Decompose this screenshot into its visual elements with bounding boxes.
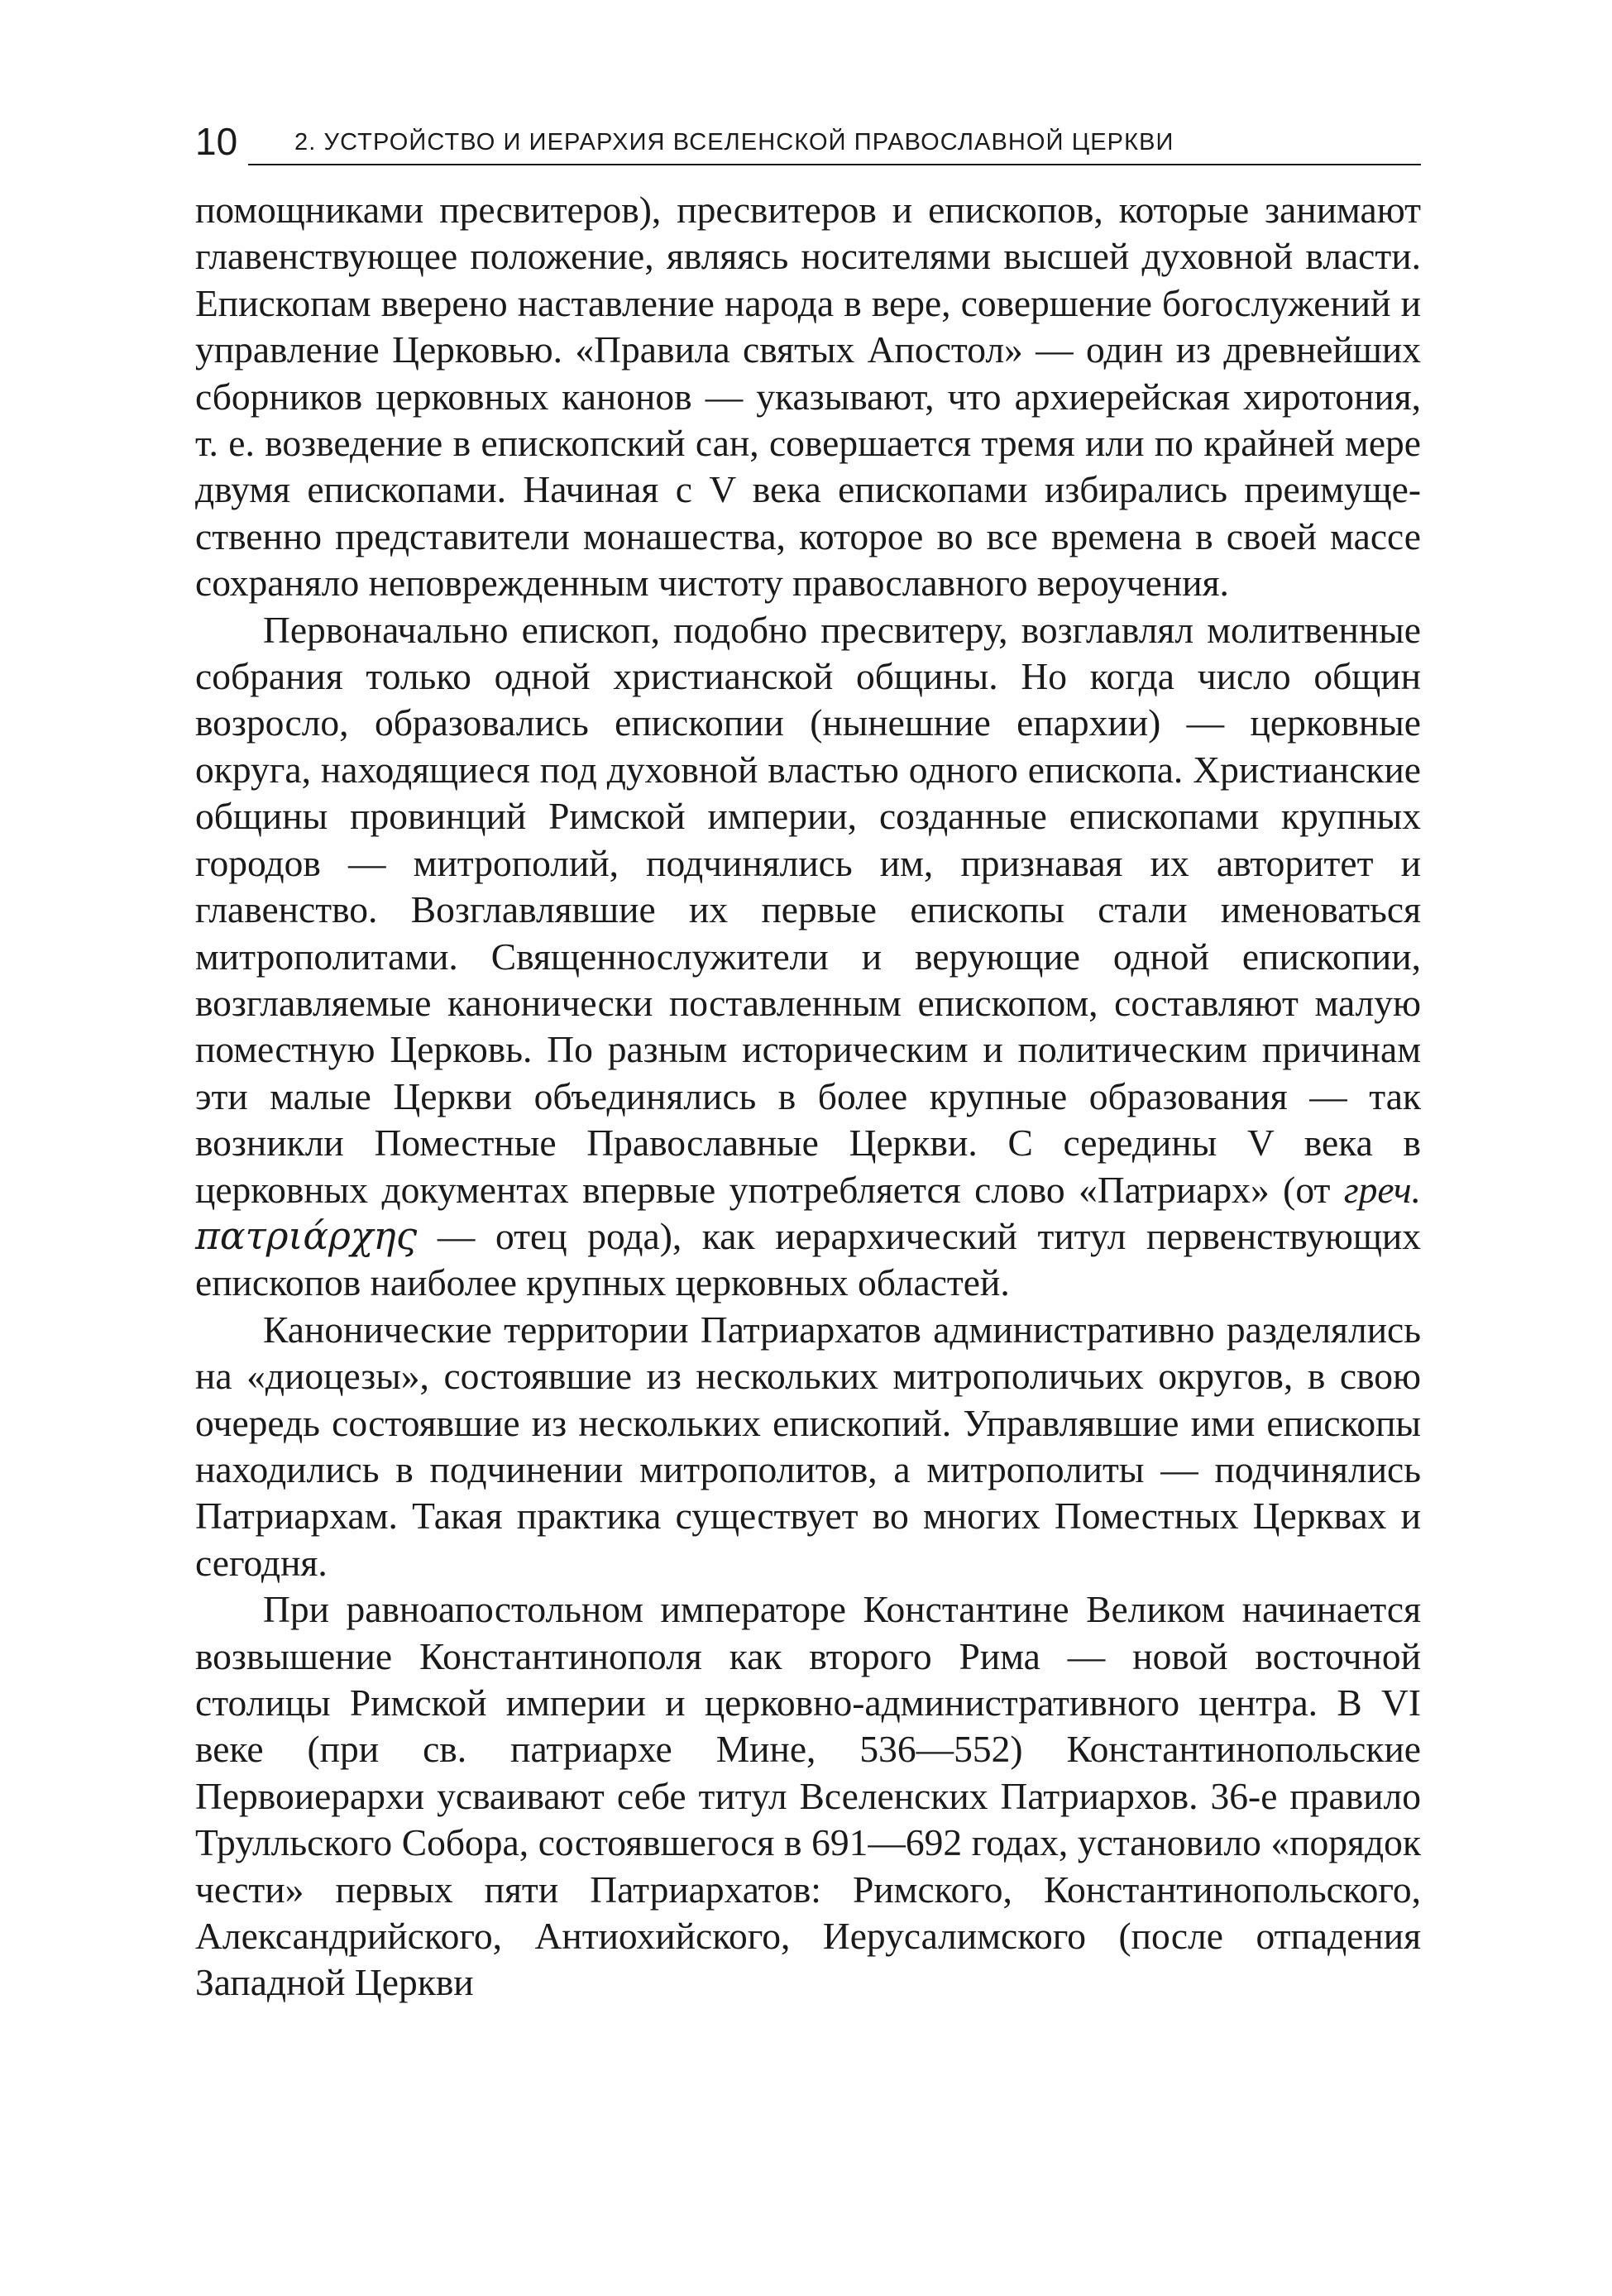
paragraph-2	[195, 607, 1421, 1307]
paragraph-2-text-end: — отец рода), как иерархический титул первенствующих епископов наиболее крупных церковных областей.	[195, 1214, 1421, 1304]
language-abbreviation: греч.	[1343, 1168, 1422, 1211]
page-body	[195, 187, 1421, 2007]
paragraph-1: помощниками пресвитеров), пресвитеров и епископов, которые занимают главенствующее положение, являясь носителями высшей духовной власти. Епископам вверено наставление народа в вере, совершение богослужений и управление Церковью. «Правила святых Апостол» — один из древнейших сборников церковных канонов — указывают, что архиерейская хиротония, т. е. возведение в епископский сан, совершается тремя или по крайней мере двумя епископами. Начиная с V века епископами избирались преимущественно представители монашества, которое во все времена в своей массе сохраняло неповрежденным чистоту православного вероучения.	[195, 189, 1421, 605]
greek-word: πατριάρχης	[195, 1213, 418, 1258]
paragraph-2-text-open: (от	[1269, 1168, 1344, 1211]
header-rule	[248, 164, 1421, 165]
paragraph-3: Канонические территории Патриархатов административно разделялись на «диоцезы», состоявшие из нескольких митрополичьих округов, в свою очередь состоявшие из нескольких епископий. Управлявшие ими епископы находились в подчинении митрополитов, а митрополиты — подчинялись Патриархам. Такая практика существует во многих Поместных Церквах и сегодня.	[195, 1308, 1421, 1584]
running-header	[195, 117, 1421, 165]
page-number: 10	[195, 120, 238, 163]
section-title: 2. УСТРОЙСТВО И ИЕРАРХИЯ ВСЕЛЕНСКОЙ ПРАВОСЛАВНОЙ ЦЕРКВИ	[294, 129, 1174, 155]
paragraph-4: При равноапостольном императоре Константине Великом начинается возвышение Константинополя как второго Рима — новой восточной столицы Римской империи и церковно-административного центра. В VI веке (при св. патриархе Мине, 536—552) Константинопольские Первоиерархи усваивают себе титул Вселенских Патриархов. 36-е правило Трулльского Собора, состоявшегося в 691—692 годах, установило «порядок чести» первых пяти Патриархатов: Римского, Константинопольского, Александрийского, Антиохийского, Иерусалимского (после отпадения Западной Церкви	[195, 1588, 1421, 2004]
paragraph-2-text: Первоначально епископ, подобно пресвитеру, возглавлял молитвенные собрания только одной христианской общины. Но когда число общин возросло, образовались епископии (нынешние епархии) — церковные округа, находящиеся под духовной властью одного епископа. Христианские общины провинций Римской империи, созданные епископами крупных городов — митрополий, подчинялись им, признавая их авторитет и главенство. Возглавлявшие их первые епископы стали именоваться митрополитами. Священнослужители и верующие одной епископии, возглавляемые канонически поставленным епископом, составляют малую поместную Церковь. По разным историческим и политическим причинам эти малые Церкви объединялись в более крупные образования — так возникли Поместные Православные Церкви. С середины V века в церковных документах впервые употребляется слово «Патриарх»	[195, 608, 1421, 1211]
